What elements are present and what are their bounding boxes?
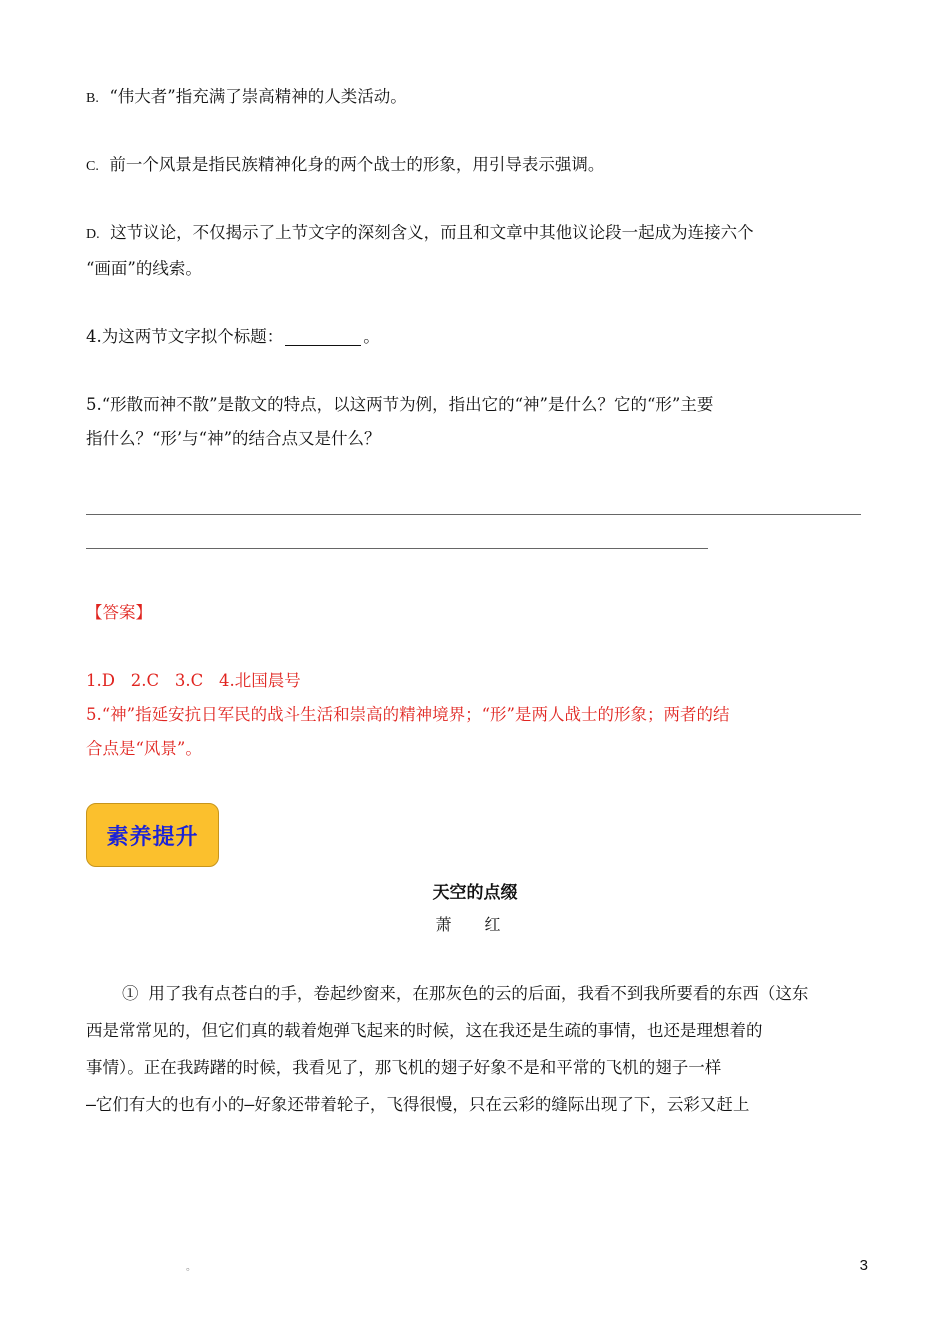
answer-row-2 — [86, 698, 866, 766]
answer-line[interactable] — [86, 514, 861, 515]
reading-title: 天空的点缀 — [432, 883, 518, 903]
footer-dot: 。 — [186, 1262, 196, 1273]
answer-item: 1.D — [86, 671, 115, 690]
reading-author: 萧 红 — [435, 915, 515, 934]
paragraph-line: 西是常常见的，但它们真的载着炮弹飞起来的时候，这在我还是生疏的事情，也还是理想着的 — [86, 1021, 763, 1040]
question-text: 4.为这两节文字拟个标题： — [86, 327, 284, 346]
answer-heading: 【答案】 — [86, 603, 152, 622]
answer-item: 4.北国晨号 — [218, 671, 301, 690]
option-text: “伟大者”指充满了崇高精神的人类活动。 — [109, 87, 407, 106]
question-4 — [86, 320, 866, 354]
option-c — [86, 148, 866, 184]
option-text-continued: “画面”的线索。 — [86, 259, 202, 278]
option-letter: D. — [86, 227, 100, 242]
answer-item: 3.C — [174, 671, 204, 690]
question-text: 5.“形散而神不散”是散文的特点，以这两节为例，指出它的“神”是什么？它的“形”主要 — [86, 395, 714, 414]
answer-row-1 — [86, 664, 866, 698]
option-letter: C. — [86, 159, 99, 174]
option-text: 前一个风景是指民族精神化身的两个战士的形象，用引导表示强调。 — [109, 155, 605, 174]
option-d — [86, 216, 866, 286]
reading-paragraph — [86, 975, 864, 1123]
paragraph-line: —它们有大的也有小的—好象还带着轮子，飞得很慢，只在云彩的缝际出现了下，云彩又赶上 — [86, 1095, 750, 1114]
option-b — [86, 80, 866, 116]
paragraph-line: ① 用了我有点苍白的手，卷起纱窗来，在那灰色的云的后面，我看不到我所要看的东西（这东 — [122, 984, 809, 1003]
option-text: 这节议论，不仅揭示了上节文字的深刻含义，而且和文章中其他议论段一起成为连接六个 — [110, 223, 754, 242]
answer-line[interactable] — [86, 548, 708, 549]
option-letter: B. — [86, 91, 99, 106]
question-suffix: 。 — [363, 327, 380, 346]
answer-item: 2.C — [130, 671, 160, 690]
section-badge-label: 素养提升 — [106, 824, 199, 850]
page-number: 3 — [859, 1257, 868, 1274]
answer-text: 5.“神”指延安抗日军民的战斗生活和崇高的精神境界；“形”是两人战士的形象；两者的结 — [86, 705, 730, 724]
paragraph-line: 事情）。正在我踌躇的时候，我看见了，那飞机的翅子好象不是和平常的飞机的翅子一样 — [86, 1058, 722, 1077]
answer-blank[interactable] — [285, 327, 361, 346]
question-5 — [86, 388, 866, 456]
question-text-continued: 指什么？“形’与“神”的结合点又是什么？ — [86, 429, 381, 448]
section-badge — [86, 803, 219, 867]
answer-text-continued: 合点是“风景”。 — [86, 739, 202, 758]
